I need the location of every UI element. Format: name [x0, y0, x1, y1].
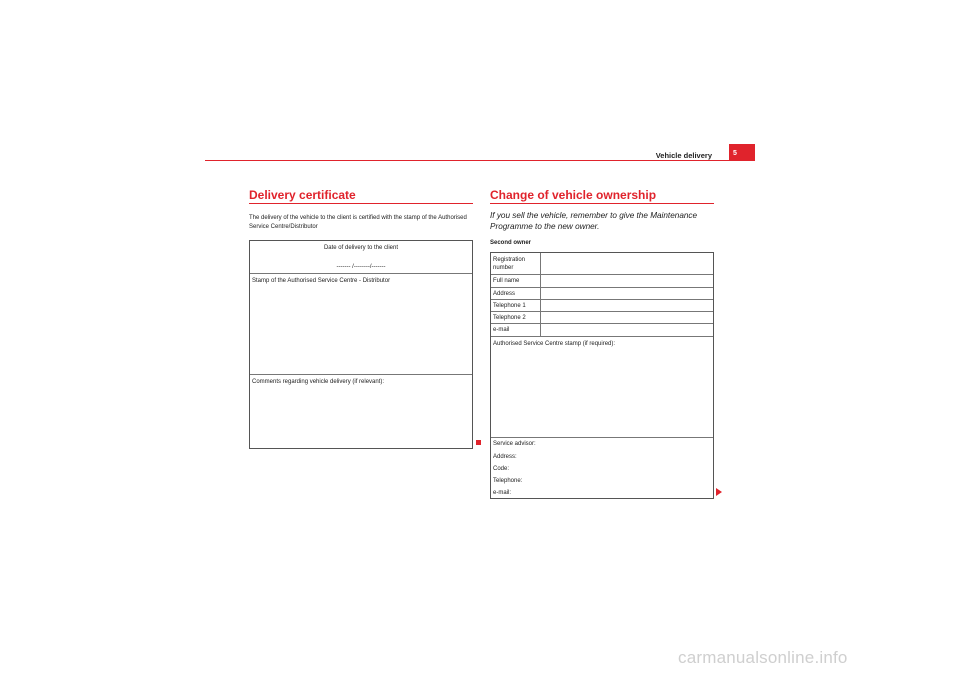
- ownership-stamp-label: Authorised Service Centre stamp (if required):: [493, 341, 616, 347]
- row-telephone-1: [491, 300, 713, 312]
- delivery-title: Delivery certificate: [249, 188, 356, 202]
- delivery-stamp-label: Stamp of the Authorised Service Centre - Distributor: [252, 278, 391, 284]
- continue-arrow-icon: [716, 488, 722, 496]
- delivery-comments-label: Comments regarding vehicle delivery (if relevant):: [252, 379, 385, 385]
- contact-address: Address:: [493, 454, 517, 460]
- row-full-name-label: Full name: [493, 278, 520, 284]
- ownership-divider: [491, 437, 713, 438]
- delivery-form: [249, 240, 473, 449]
- contact-email: e-mail:: [493, 490, 512, 496]
- delivery-date-label: Date of delivery to the client: [323, 245, 399, 251]
- delivery-description: The delivery of the vehicle to the client is certified with the stamp of the Authorised Service Centre/Distributor: [249, 215, 467, 230]
- delivery-title-rule: [249, 203, 473, 204]
- ownership-title-rule: [490, 203, 714, 204]
- row-email-label: e-mail: [493, 327, 510, 333]
- end-of-section-marker: [476, 440, 481, 445]
- row-registration-label: Registration number: [493, 257, 526, 271]
- watermark: carmanualsonline.info: [678, 648, 848, 667]
- row-telephone-2-label: Telephone 2: [493, 315, 526, 321]
- ownership-intro: If you sell the vehicle, remember to give the Maintenance Programme to the new owner.: [490, 211, 698, 231]
- second-owner-heading: Second owner: [490, 240, 532, 246]
- row-registration: [491, 253, 713, 275]
- row-email: [491, 324, 713, 337]
- row-address: [491, 288, 713, 300]
- header-title: Vehicle delivery: [655, 151, 712, 160]
- header-rule: [205, 160, 755, 161]
- ownership-form: [490, 252, 714, 499]
- row-telephone-2: [491, 312, 713, 324]
- page-number: 5: [729, 144, 755, 161]
- contact-code: Code:: [493, 466, 510, 472]
- delivery-divider-1: [250, 273, 472, 274]
- ownership-title: Change of vehicle ownership: [490, 188, 657, 202]
- contact-telephone: Telephone:: [493, 478, 523, 484]
- row-telephone-1-label: Telephone 1: [493, 303, 526, 309]
- delivery-divider-2: [250, 374, 472, 375]
- row-full-name: [491, 275, 713, 288]
- contact-service-advisor: Service advisor:: [493, 441, 536, 447]
- delivery-date-field[interactable]: ------- /--------/-------: [336, 264, 386, 270]
- row-address-label: Address: [493, 291, 516, 297]
